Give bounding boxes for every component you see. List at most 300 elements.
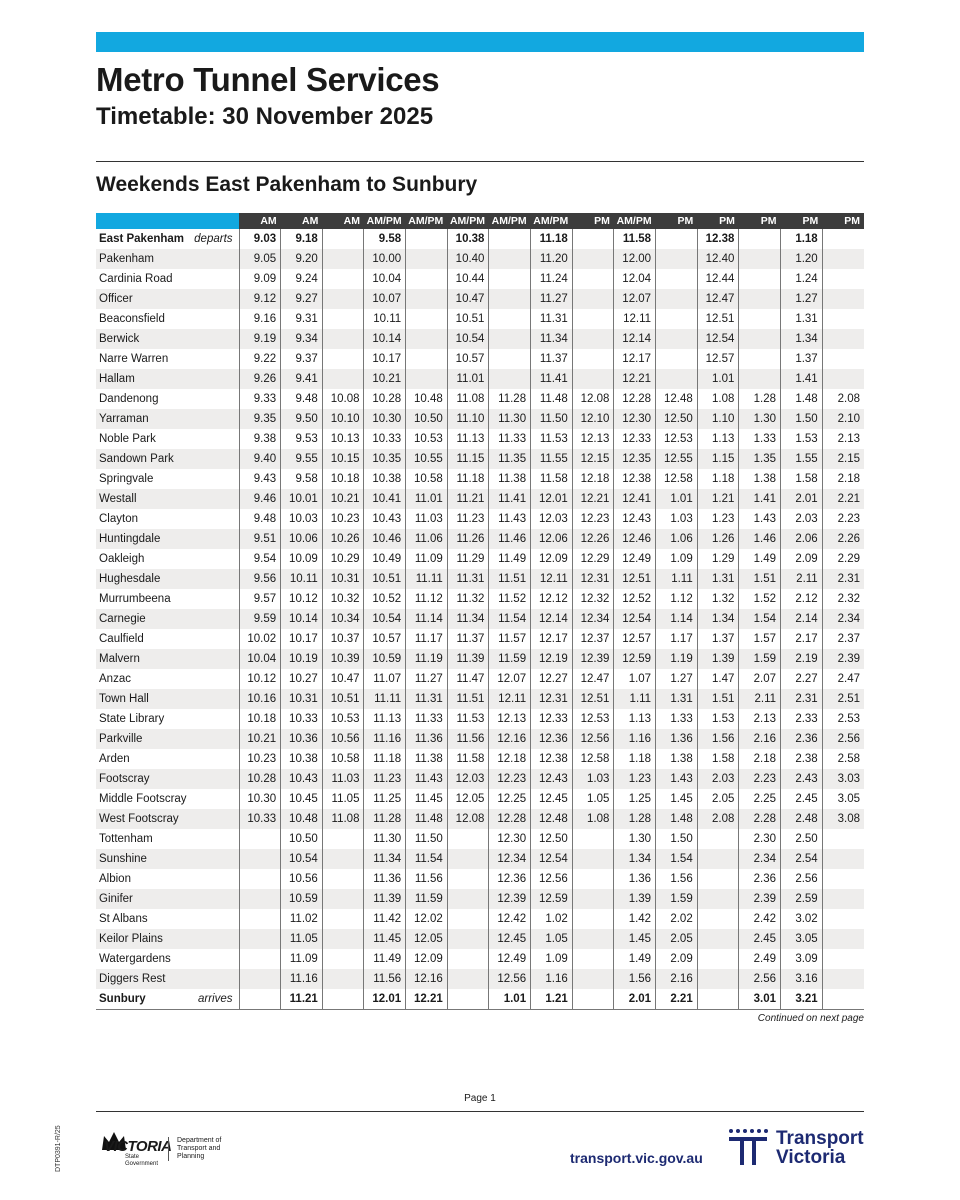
time-cell: 11.45 [364,929,406,949]
time-cell [739,229,781,249]
table-row [96,709,864,729]
column-header: PM [781,213,823,229]
time-cell: 2.56 [739,969,781,989]
time-cell: 12.13 [572,429,614,449]
station-name: Officer [99,293,133,305]
time-cell: 11.52 [489,589,531,609]
time-cell: 1.08 [572,809,614,829]
time-cell: 11.10 [447,409,489,429]
time-cell [656,289,698,309]
time-cell: 1.47 [697,669,739,689]
time-cell: 10.12 [239,669,281,689]
time-cell: 9.35 [239,409,281,429]
time-cell: 12.48 [656,389,698,409]
time-cell [489,349,531,369]
time-cell: 12.38 [531,749,573,769]
time-cell: 2.26 [822,529,864,549]
time-cell: 1.48 [656,809,698,829]
time-cell [572,969,614,989]
time-cell: 11.54 [489,609,531,629]
station-name: State Library [99,713,165,725]
time-cell: 11.55 [531,449,573,469]
time-cell [739,269,781,289]
time-cell: 1.39 [697,649,739,669]
time-cell: 12.49 [489,949,531,969]
station-name: Pakenham [99,253,154,265]
time-cell: 12.57 [697,349,739,369]
column-header: PM [822,213,864,229]
table-row [96,329,864,349]
time-cell: 1.58 [697,749,739,769]
continued-note: Continued on next page [757,1013,864,1024]
table-row [96,309,864,329]
time-cell: 2.02 [656,909,698,929]
time-cell: 1.28 [739,389,781,409]
time-cell [572,329,614,349]
time-cell [447,889,489,909]
time-cell: 11.56 [447,729,489,749]
time-cell: 9.58 [281,469,323,489]
time-cell: 2.56 [822,729,864,749]
time-cell: 11.23 [364,769,406,789]
time-cell: 1.14 [656,609,698,629]
time-cell: 10.50 [406,409,448,429]
header-station-cell [96,213,239,229]
station-name: Parkville [99,733,143,745]
time-cell: 12.51 [572,689,614,709]
time-cell: 9.46 [239,489,281,509]
time-cell: 2.37 [822,629,864,649]
time-cell: 10.02 [239,629,281,649]
time-cell: 12.58 [656,469,698,489]
time-cell: 1.50 [781,409,823,429]
time-cell: 12.21 [406,989,448,1009]
time-cell: 1.16 [614,729,656,749]
table-row [96,229,864,249]
time-cell: 10.36 [281,729,323,749]
time-cell: 1.49 [614,949,656,969]
time-cell: 2.27 [781,669,823,689]
time-cell: 10.31 [322,569,364,589]
time-cell: 12.46 [614,529,656,549]
column-header: PM [572,213,614,229]
transport-victoria-logo-icon [728,1128,768,1166]
station-cell [96,949,239,969]
station-cell [96,889,239,909]
website-link[interactable]: transport.vic.gov.au [570,1150,703,1166]
time-cell: 9.24 [281,269,323,289]
time-cell: 11.27 [531,289,573,309]
time-cell: 1.10 [697,409,739,429]
time-cell: 1.05 [531,929,573,949]
time-cell [822,289,864,309]
station-name: Keilor Plains [99,933,163,945]
table-row [96,869,864,889]
time-cell: 11.58 [614,229,656,249]
time-cell: 1.59 [656,889,698,909]
time-cell: 2.58 [822,749,864,769]
time-cell: 10.17 [364,349,406,369]
time-cell: 1.28 [614,809,656,829]
station-cell [96,869,239,889]
time-cell: 2.18 [822,469,864,489]
station-cell [96,789,239,809]
time-cell: 1.05 [572,789,614,809]
station-cell [96,909,239,929]
time-cell [572,289,614,309]
table-row [96,689,864,709]
station-cell [96,649,239,669]
time-cell: 1.27 [656,669,698,689]
time-cell: 10.11 [364,309,406,329]
time-cell: 9.59 [239,609,281,629]
time-cell: 10.59 [281,889,323,909]
time-cell: 12.23 [572,509,614,529]
time-cell [322,329,364,349]
time-cell [656,349,698,369]
time-cell: 3.03 [822,769,864,789]
time-cell: 10.37 [322,629,364,649]
station-cell [96,229,239,249]
time-cell: 11.01 [406,489,448,509]
station-name: Ginifer [99,893,133,905]
time-cell: 1.06 [656,529,698,549]
time-cell: 2.59 [781,889,823,909]
time-cell: 2.28 [739,809,781,829]
time-cell: 1.49 [739,549,781,569]
time-cell [447,989,489,1009]
time-cell: 9.26 [239,369,281,389]
time-cell: 2.06 [781,529,823,549]
time-cell: 1.18 [697,469,739,489]
time-cell: 10.45 [281,789,323,809]
time-cell: 12.05 [447,789,489,809]
time-cell [822,269,864,289]
station-cell [96,409,239,429]
time-cell: 12.49 [614,549,656,569]
time-cell [822,969,864,989]
time-cell: 12.08 [447,809,489,829]
station-cell [96,289,239,309]
time-cell: 11.13 [447,429,489,449]
time-cell: 10.30 [364,409,406,429]
time-cell [572,869,614,889]
time-cell: 1.34 [697,609,739,629]
station-name: Town Hall [99,693,149,705]
table-row [96,569,864,589]
top-accent-bar [96,32,864,52]
station-cell [96,629,239,649]
time-cell [739,289,781,309]
time-cell: 1.18 [781,229,823,249]
table-row [96,929,864,949]
time-cell: 12.29 [572,549,614,569]
time-cell [739,309,781,329]
time-cell [447,869,489,889]
time-cell: 11.50 [531,409,573,429]
time-cell: 12.48 [531,809,573,829]
station-name: Berwick [99,333,140,345]
time-cell: 11.58 [531,469,573,489]
time-cell: 12.00 [614,249,656,269]
time-cell [822,309,864,329]
time-cell: 1.38 [656,749,698,769]
time-cell: 10.52 [364,589,406,609]
page-number: Page 1 [464,1093,496,1104]
department-name: Department of Transport and Planning [168,1137,237,1161]
time-cell: 11.42 [364,909,406,929]
time-cell: 9.31 [281,309,323,329]
time-cell: 10.40 [447,249,489,269]
time-cell: 11.34 [531,329,573,349]
time-cell: 1.38 [739,469,781,489]
time-cell: 10.33 [281,709,323,729]
table-row [96,969,864,989]
time-cell: 1.55 [781,449,823,469]
time-cell: 2.23 [822,509,864,529]
time-cell: 10.49 [364,549,406,569]
time-cell: 11.13 [364,709,406,729]
time-cell: 3.09 [781,949,823,969]
time-cell: 12.11 [531,569,573,589]
time-cell: 12.38 [614,469,656,489]
time-cell: 12.09 [531,549,573,569]
time-cell: 1.13 [697,429,739,449]
time-cell: 10.33 [239,809,281,829]
time-cell [406,369,448,389]
time-cell [656,309,698,329]
time-cell [822,349,864,369]
time-cell: 1.29 [697,549,739,569]
time-cell: 12.51 [697,309,739,329]
victoria-subtext: State Government [125,1154,159,1167]
time-cell: 12.59 [531,889,573,909]
time-cell: 10.43 [281,769,323,789]
time-cell [822,229,864,249]
column-header: AM/PM [489,213,531,229]
time-cell: 12.40 [697,249,739,269]
station-cell [96,749,239,769]
column-header: AM [239,213,281,229]
time-cell [822,989,864,1009]
time-cell: 11.05 [281,929,323,949]
time-cell: 10.34 [322,609,364,629]
station-name: Diggers Rest [99,973,166,985]
time-cell: 11.34 [364,849,406,869]
time-cell: 12.32 [572,589,614,609]
time-cell: 2.09 [656,949,698,969]
time-cell: 2.51 [822,689,864,709]
time-cell: 1.54 [739,609,781,629]
station-name: Murrumbeena [99,593,171,605]
time-cell: 12.04 [614,269,656,289]
time-cell: 3.01 [739,989,781,1009]
time-cell: 12.18 [572,469,614,489]
time-cell: 1.56 [697,729,739,749]
time-cell: 2.05 [697,789,739,809]
time-cell [822,889,864,909]
brand-line-1: Transport [776,1128,864,1149]
station-name: Anzac [99,673,131,685]
time-cell: 2.33 [781,709,823,729]
column-header: AM/PM [447,213,489,229]
time-cell: 1.01 [697,369,739,389]
time-cell: 12.28 [489,809,531,829]
time-cell [822,329,864,349]
time-cell: 10.23 [239,749,281,769]
time-cell: 10.11 [281,569,323,589]
time-cell: 11.56 [364,969,406,989]
station-name: Sandown Park [99,453,174,465]
time-cell: 2.34 [822,609,864,629]
time-cell: 11.01 [447,369,489,389]
time-cell: 1.51 [739,569,781,589]
timetable-header [96,213,864,229]
time-cell [822,829,864,849]
time-cell [656,329,698,349]
time-cell [322,869,364,889]
table-row [96,989,864,1009]
time-cell: 12.13 [489,709,531,729]
time-cell: 11.03 [406,509,448,529]
time-cell [322,829,364,849]
time-cell [739,329,781,349]
table-row [96,749,864,769]
time-cell [489,329,531,349]
time-cell: 12.34 [572,609,614,629]
time-cell: 1.34 [781,329,823,349]
time-cell: 12.36 [531,729,573,749]
time-cell: 2.54 [781,849,823,869]
time-cell: 11.17 [406,629,448,649]
time-cell: 12.54 [614,609,656,629]
time-cell: 9.20 [281,249,323,269]
time-cell: 10.21 [322,489,364,509]
time-cell: 12.07 [614,289,656,309]
time-cell: 1.45 [614,929,656,949]
time-cell: 11.50 [406,829,448,849]
time-cell: 1.48 [781,389,823,409]
station-name: St Albans [99,913,148,925]
time-cell: 1.03 [656,509,698,529]
time-cell: 11.09 [406,549,448,569]
time-cell: 12.43 [614,509,656,529]
station-cell [96,349,239,369]
time-cell [406,289,448,309]
time-cell: 9.50 [281,409,323,429]
column-header: AM/PM [364,213,406,229]
time-cell [697,929,739,949]
station-cell [96,389,239,409]
time-cell [739,249,781,269]
time-cell: 11.36 [406,729,448,749]
time-cell: 2.01 [614,989,656,1009]
time-cell: 2.48 [781,809,823,829]
station-cell [96,669,239,689]
time-cell [322,989,364,1009]
station-cell [96,529,239,549]
station-cell [96,829,239,849]
time-cell [322,369,364,389]
time-cell: 10.33 [364,429,406,449]
time-cell: 12.11 [614,309,656,329]
time-cell: 11.53 [447,709,489,729]
time-cell: 10.14 [281,609,323,629]
time-cell: 11.23 [447,509,489,529]
time-cell: 10.59 [364,649,406,669]
time-cell: 10.06 [281,529,323,549]
time-cell: 10.50 [281,829,323,849]
time-cell: 11.41 [531,369,573,389]
column-header: PM [739,213,781,229]
time-cell [572,929,614,949]
time-cell: 1.51 [697,689,739,709]
time-cell: 10.31 [281,689,323,709]
time-cell [322,909,364,929]
time-cell [697,829,739,849]
time-cell: 12.45 [531,789,573,809]
time-cell [572,909,614,929]
time-cell: 1.11 [656,569,698,589]
time-cell: 12.57 [614,629,656,649]
time-cell: 10.55 [406,449,448,469]
time-cell: 11.18 [364,749,406,769]
time-cell: 10.03 [281,509,323,529]
time-cell [447,829,489,849]
station-cell [96,689,239,709]
time-cell: 11.53 [531,429,573,449]
station-cell [96,709,239,729]
time-cell: 11.45 [406,789,448,809]
time-cell: 11.32 [447,589,489,609]
page-title: Metro Tunnel Services [96,61,440,98]
time-cell [322,889,364,909]
time-cell: 11.06 [406,529,448,549]
column-header: AM/PM [614,213,656,229]
time-cell: 2.53 [822,709,864,729]
time-cell: 12.05 [406,929,448,949]
time-cell: 1.52 [739,589,781,609]
time-cell: 11.08 [322,809,364,829]
time-cell: 12.56 [531,869,573,889]
station-name: Huntingdale [99,533,161,545]
table-bottom-rule [96,1009,864,1010]
station-cell [96,489,239,509]
station-cell [96,549,239,569]
time-cell: 12.35 [614,449,656,469]
time-cell: 12.41 [614,489,656,509]
time-cell: 1.11 [614,689,656,709]
time-cell: 10.26 [322,529,364,549]
table-row [96,249,864,269]
time-cell: 10.08 [322,389,364,409]
time-cell [406,309,448,329]
time-cell: 11.54 [406,849,448,869]
time-cell: 10.32 [322,589,364,609]
time-cell: 10.29 [322,549,364,569]
time-cell: 10.48 [406,389,448,409]
time-cell: 9.53 [281,429,323,449]
time-cell: 1.56 [614,969,656,989]
time-cell: 11.38 [489,469,531,489]
time-cell: 12.06 [531,529,573,549]
time-cell: 2.19 [781,649,823,669]
time-cell: 12.25 [489,789,531,809]
station-name: Sunshine [99,853,147,865]
time-cell: 10.04 [239,649,281,669]
time-cell: 11.18 [531,229,573,249]
time-cell [489,289,531,309]
